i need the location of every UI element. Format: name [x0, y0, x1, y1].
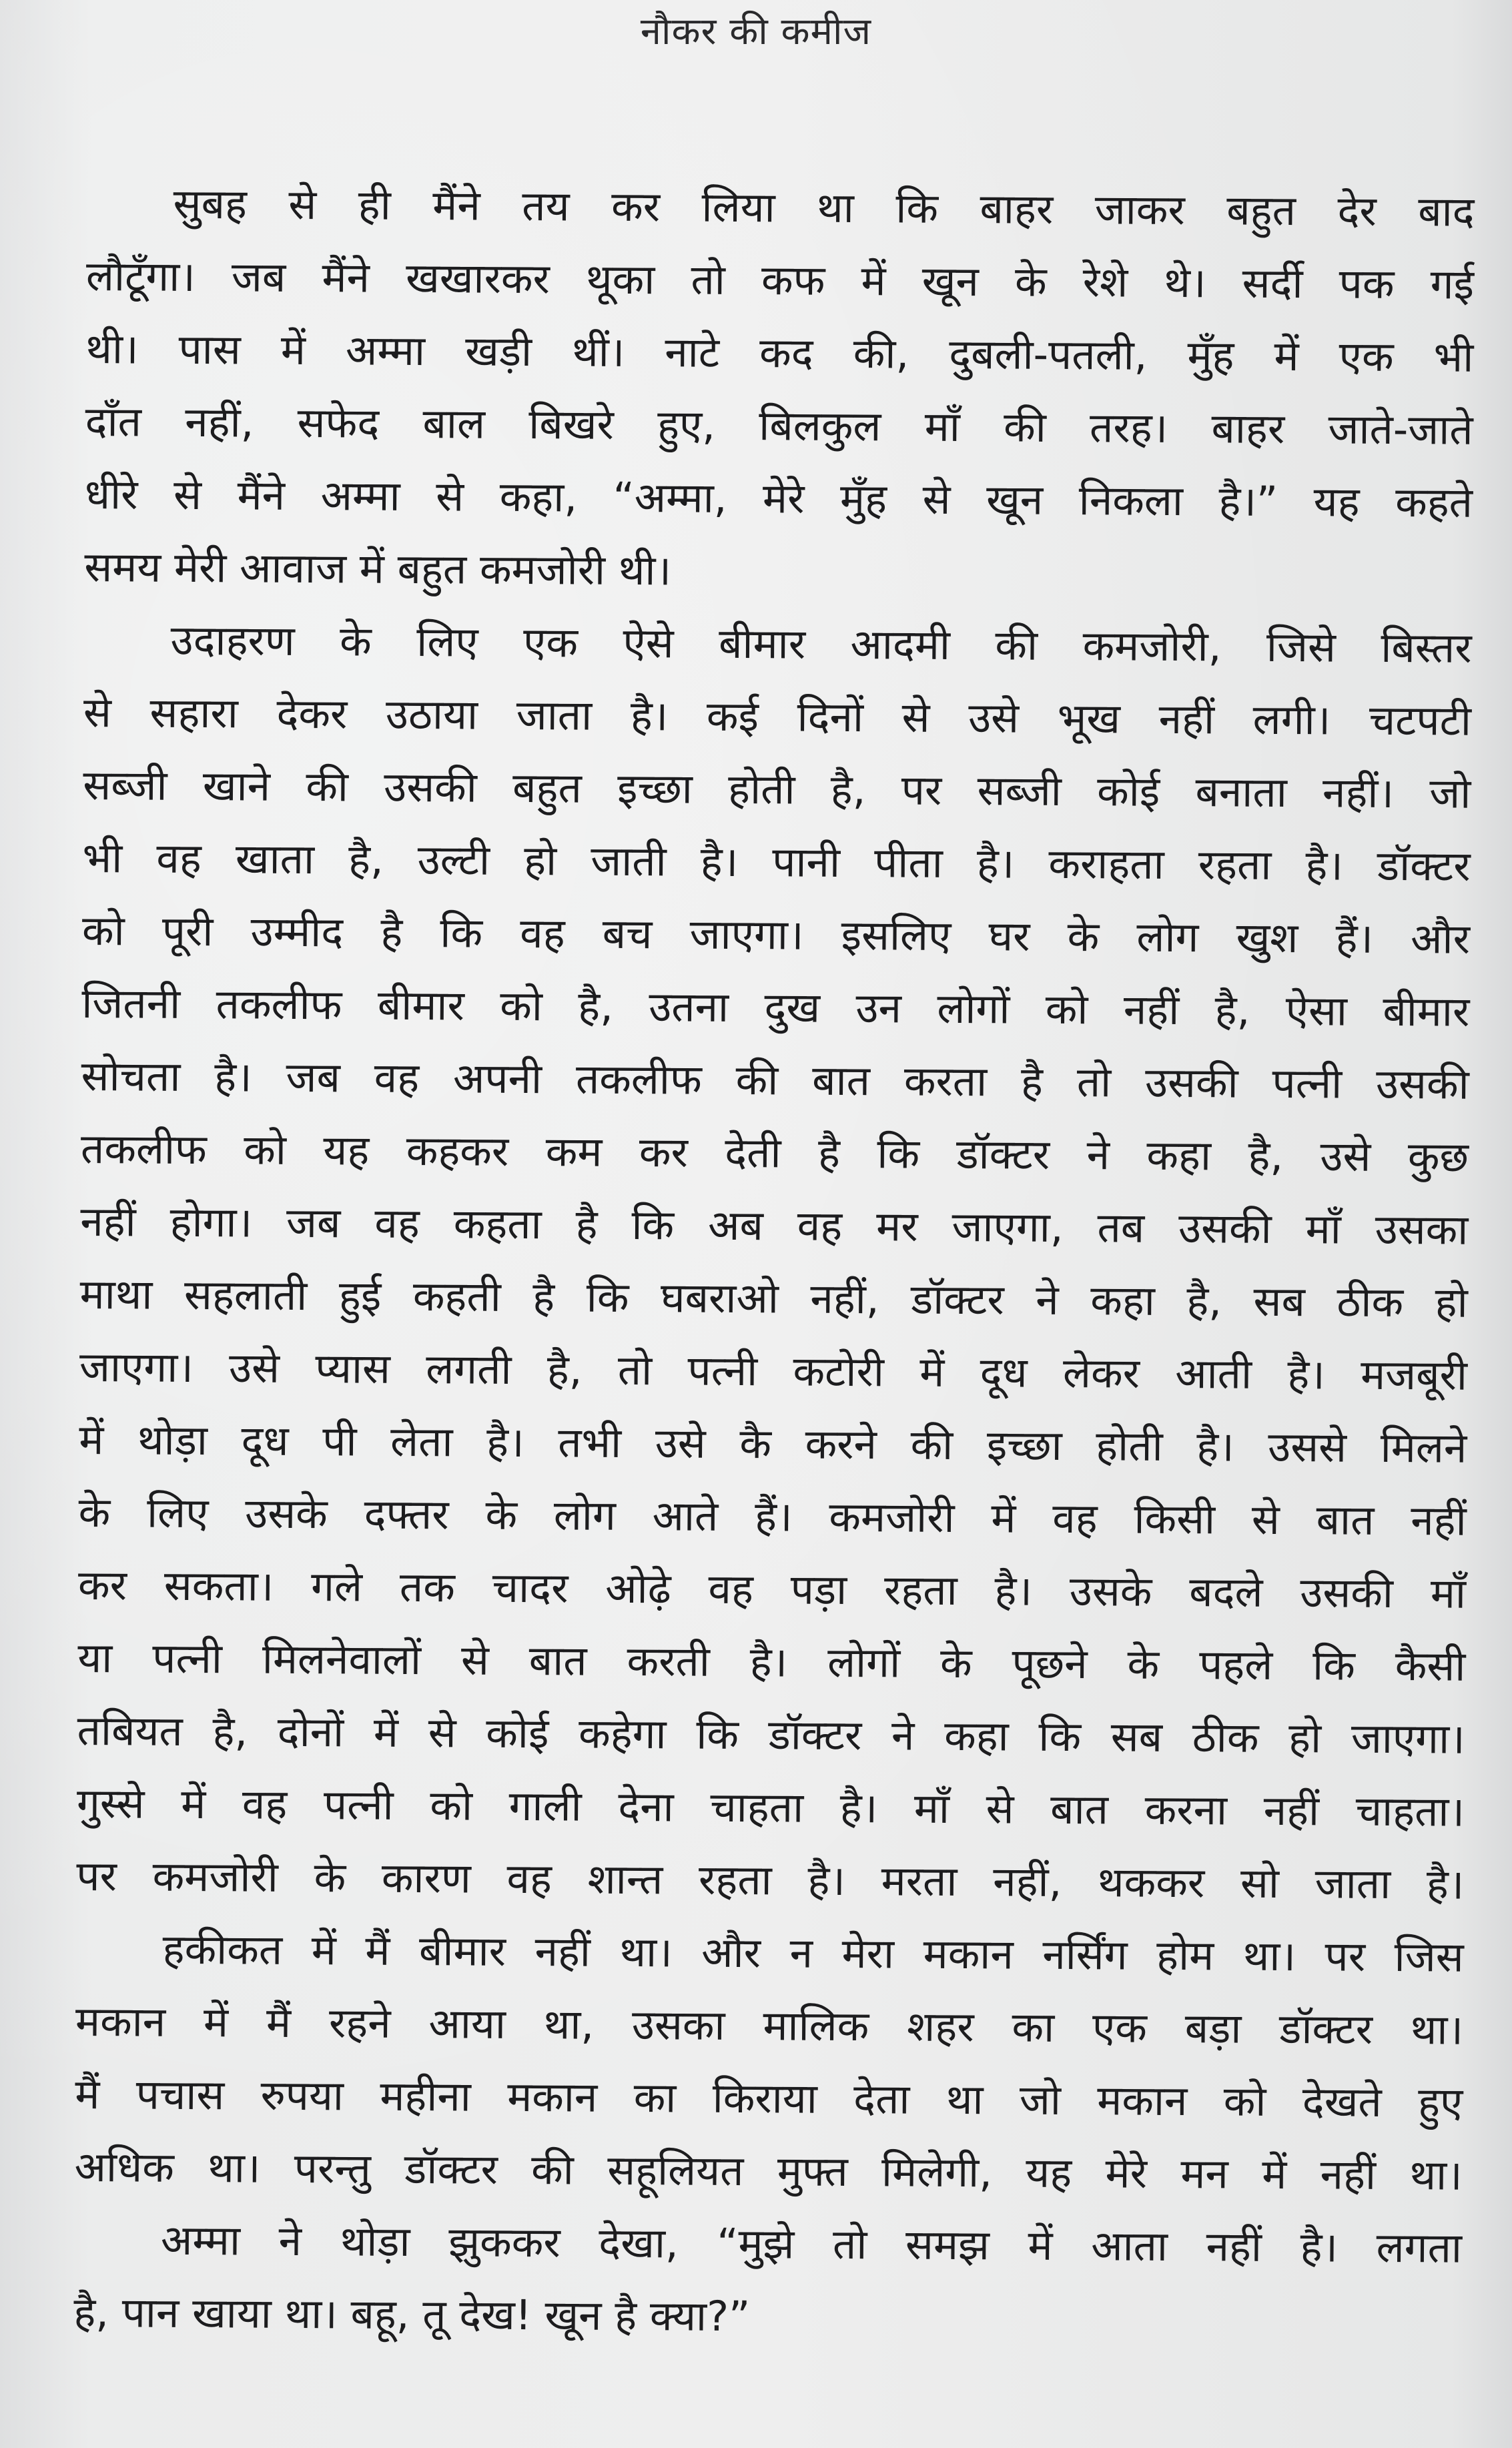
paragraph-3 [74, 1912, 1464, 2212]
text-line: सब्जी खाने की उसकी बहुत इच्छा होती है, पर सब्जी कोई बनाता नहीं। जो [83, 760, 1471, 818]
text-line: थी। पास में अम्मा खड़ी थीं। नाटे कद की, दुबली-पतली, मुँह में एक भी [85, 324, 1474, 382]
text-line: दाँत नहीं, सफेद बाल बिखरे हुए, बिलकुल माँ की तरह। बाहर जाते-जाते [85, 396, 1473, 454]
text-line: तकलीफ को यह कहकर कम कर देती है कि डॉक्टर ने कहा है, उसे कुछ [80, 1124, 1469, 1182]
text-line: समय मेरी आवाज में बहुत कमजोरी थी। [84, 542, 672, 595]
text-line: जितनी तकलीफ बीमार को है, उतना दुख उन लोगों को नहीं है, ऐसा बीमार [81, 978, 1470, 1036]
text-line: हकीकत में मैं बीमार नहीं था। और न मेरा मकान नर्सिंग होम था। पर जिस [162, 1924, 1464, 1982]
running-head-title: नौकर की कमीज [640, 10, 872, 53]
paragraph-1 [84, 167, 1475, 612]
text-line: लौटूँगा। जब मैंने खखारकर थूका तो कफ में खून के रेशे थे। सर्दी पक गई [85, 251, 1475, 309]
text-line: में थोड़ा दूध पी लेता है। तभी उसे कै करने की इच्छा होती है। उससे मिलने [79, 1414, 1467, 1473]
text-line: मैं पचास रुपया महीना मकान का किराया देता था जो मकान को देखते हुए [75, 2069, 1463, 2127]
text-line: धीरे से मैंने अम्मा से कहा, “अम्मा, मेरे मुँह से खून निकला है।” यह कहते [84, 469, 1473, 527]
text-line: अम्मा ने थोड़ा झुककर देखा, “मुझे तो समझ में आता नहीं है। लगता [160, 2215, 1463, 2273]
paragraph-2 [76, 603, 1472, 1921]
text-line: अधिक था। परन्तु डॉक्टर की सहूलियत मुफ्त मिलेगी, यह मेरे मन में नहीं था। [74, 2142, 1463, 2200]
text-line: या पत्नी मिलनेवालों से बात करती है। लोगों के पूछने के पहले कि कैसी [77, 1633, 1466, 1691]
text-line: माथा सहलाती हुई कहती है कि घबराओ नहीं, डॉक्टर ने कहा है, सब ठीक हो [79, 1269, 1468, 1327]
paragraph-4 [73, 2203, 1462, 2357]
text-line: कर सकता। गले तक चादर ओढ़े वह पड़ा रहता है। उसके बदले उसकी माँ [77, 1560, 1467, 1618]
text-line: उदाहरण के लिए एक ऐसे बीमार आदमी की कमजोरी, जिसे बिस्तर [170, 615, 1472, 673]
text-line: के लिए उसके दफ्तर के लोग आते हैं। कमजोरी में वह किसी से बात नहीं [78, 1487, 1467, 1545]
body-text [73, 167, 1475, 2357]
text-line: भी वह खाता है, उल्टी हो जाती है। पानी पीता है। कराहता रहता है। डॉक्टर [82, 833, 1471, 891]
text-line: गुस्से में वह पत्नी को गाली देना चाहता है। माँ से बात करना नहीं चाहता। [76, 1778, 1465, 1836]
text-line: से सहारा देकर उठाया जाता है। कई दिनों से उसे भूख नहीं लगी। चटपटी [83, 687, 1472, 745]
text-line: सुबह से ही मैंने तय कर लिया था कि बाहर जाकर बहुत देर बाद [173, 179, 1475, 236]
text-line: पर कमजोरी के कारण वह शान्त रहता है। मरता नहीं, थककर सो जाता है। [76, 1851, 1465, 1909]
text-line: जाएगा। उसे प्यास लगती है, तो पत्नी कटोरी में दूध लेकर आती है। मजबूरी [79, 1342, 1468, 1400]
text-line: मकान में मैं रहने आया था, उसका मालिक शहर का एक बड़ा डॉक्टर था। [75, 1996, 1464, 2054]
text-line: को पूरी उम्मीद है कि वह बच जाएगा। इसलिए घर के लोग खुश हैं। और [81, 905, 1471, 963]
text-line: तबियत है, दोनों में से कोई कहेगा कि डॉक्टर ने कहा कि सब ठीक हो जाएगा। [77, 1705, 1465, 1763]
text-line: है, पान खाया था। बहू, तू देख! खून है क्या?” [73, 2287, 751, 2341]
text-line: सोचता है। जब वह अपनी तकलीफ की बात करता है तो उसकी पत्नी उसकी [81, 1051, 1469, 1109]
text-line: नहीं होगा। जब वह कहता है कि अब वह मर जाएगा, तब उसकी माँ उसका [80, 1196, 1469, 1254]
